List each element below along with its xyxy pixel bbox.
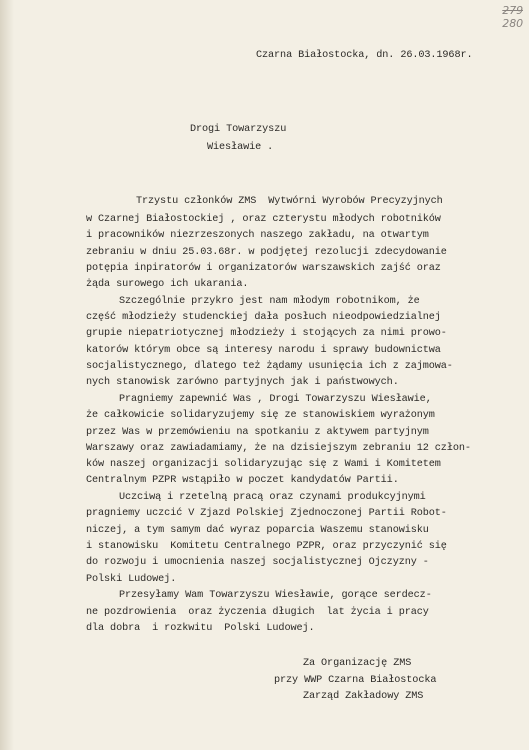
signature-line: Zarząd Zakładowy ZMS <box>303 691 424 702</box>
text-line: żąda surowego ich ukarania. <box>86 279 249 290</box>
text-line: pragniemy uczcić V Zjazd Polskiej Zjednoczonej Partii Robot- <box>86 508 447 519</box>
archive-number-new: 280 <box>502 17 523 30</box>
text-line: Pragniemy zapewnić Was , Drogi Towarzyszu Wiesławie, <box>119 394 432 405</box>
salutation-line-1: Drogi Towarzyszu <box>190 124 287 135</box>
date-line: Czarna Białostocka, dn. 26.03.1968r. <box>256 50 473 61</box>
text-line: Szczególnie przykro jest nam młodym robotnikom, że <box>119 296 420 307</box>
text-line: ne pozdrowienia oraz życzenia długich lat życia i pracy <box>86 607 429 618</box>
text-line: dla dobra i rozkwitu Polski Ludowej. <box>86 623 315 634</box>
paper-edge-shadow <box>0 0 14 750</box>
text-line: socjalistycznego, dlatego też żądamy usunięcia ich z zajmowa- <box>86 361 453 372</box>
signature-line: Za Organizację ZMS <box>303 658 412 669</box>
text-line: potępia inpiratorów i organizatorów warszawskich zajść oraz <box>86 263 441 274</box>
text-line: grupie niepatriotycznej młodzieży i stojących za nimi prowo- <box>86 328 447 339</box>
text-line: ków naszej organizacji solidaryzując się z Wami i Komitetem <box>86 459 441 470</box>
text-line: część młodzieży studenckiej dała posłuch nieodpowiedzialnej <box>86 312 441 323</box>
text-line: i stanowisku Komitetu Centralnego PZPR, oraz przyczynić się <box>86 541 447 552</box>
text-line: i pracowników niezrzeszonych naszego zakładu, na otwartym <box>86 230 429 241</box>
text-line: Trzystu członków ZMS Wytwórni Wyrobów Precyzyjnych <box>136 196 443 207</box>
text-line: niczej, a tym samym dać wyraz poparcia Waszemu stanowisku <box>86 525 429 536</box>
text-line: że całkowicie solidaryzujemy się ze stanowiskiem wyrażonym <box>86 410 435 421</box>
text-line: Polski Ludowej. <box>86 574 177 585</box>
text-line: Uczciwą i rzetelną pracą oraz czynami produkcyjnymi <box>119 492 426 503</box>
signature-line: przy WWP Czarna Białostocka <box>274 675 437 686</box>
archive-page-numbers <box>502 4 523 30</box>
text-line: nych stanowisk zarówno partyjnych jak i państwowych. <box>86 377 399 388</box>
text-line: do rozwoju i umocnienia naszej socjalistycznej Ojczyzny - <box>86 557 429 568</box>
text-line: Warszawy oraz zawiadamiamy, że na dzisiejszym zebraniu 12 człon- <box>86 443 471 454</box>
salutation-line-2: Wiesławie . <box>207 142 274 153</box>
text-line: katorów którym obce są interesy narodu i sprawy budownictwa <box>86 345 441 356</box>
text-line: zebraniu w dniu 25.03.68r. w podjętej rezolucji zdecydowanie <box>86 247 447 258</box>
archive-number-old: 279 <box>502 4 523 17</box>
text-line: Centralnym PZPR wstąpiło w poczet kandydatów Partii. <box>86 475 399 486</box>
text-line: przez Was w przemówieniu na spotkaniu z aktywem partyjnym <box>86 427 429 438</box>
text-line: Przesyłamy Wam Towarzyszu Wiesławie, gorące serdecz- <box>119 590 432 601</box>
text-line: w Czarnej Białostockiej , oraz czterystu młodych robotników <box>86 214 441 225</box>
